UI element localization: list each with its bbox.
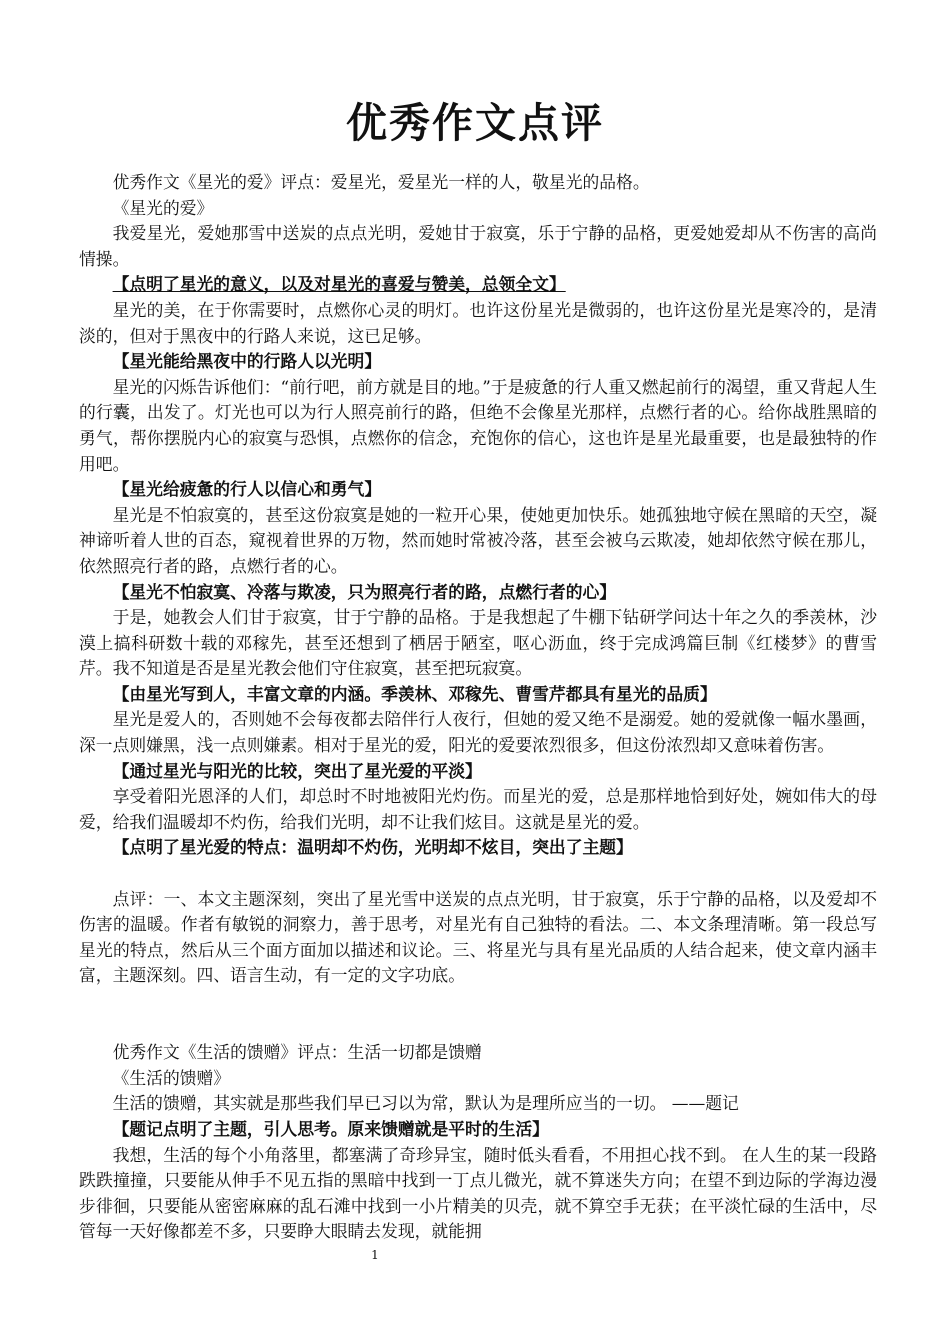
- page-title: 优秀作文点评: [346, 99, 604, 147]
- essay-title: 《星光的爱》: [112, 197, 214, 218]
- blank-line: [79, 861, 877, 887]
- essay-paragraph: 星光的美，在于你需要时，点燃你心灵的明灯。也许这份星光是微弱的，也许这份星光是寒冷的，是清淡的，但对于黑夜中的行路人来说，这已足够。: [79, 299, 877, 346]
- essay-paragraph: 星光是不怕寂寞的，甚至这份寂寞是她的一粒开心果，使她更加快乐。她孤独地守候在黑暗的天空，凝神谛听着人世的百态，窥视着世界的万物，然而她时常被冷落，甚至会被乌云欺凌，她却依然守候在那儿，依然照亮行者的路，点燃行者的心。: [79, 504, 877, 576]
- essay-comment: 【星光给疲惫的行人以信心和勇气】: [112, 479, 382, 500]
- essay-intro-line: 优秀作文《生活的馈赠》评点：生活一切都是馈赠: [112, 1042, 482, 1063]
- essay-title: 《生活的馈赠》: [112, 1067, 231, 1088]
- essay-paragraph: 星光是爱人的，否则她不会每夜都去陪伴行人夜行，但她的爱又绝不是溺爱。她的爱就像一幅水墨画，深一点则嫌黑，浅一点则嫌素。相对于星光的爱，阳光的爱要浓烈很多，但这份浓烈却又意味着伤害。: [79, 709, 877, 756]
- essay-paragraph: 于是，她教会人们甘于寂寞，甘于宁静的品格。于是我想起了牛棚下钻研学问达十年之久的季羡林，沙漠上搞科研数十载的邓稼先，甚至还想到了栖居于陋室，呕心沥血，终于完成鸿篇巨制《红楼梦》的曹雪芹。我不知道是否是星光教会他们守住寂寞，甚至把玩寂寞。: [79, 607, 877, 679]
- essay-comment: 【星光不怕寂寞、冷落与欺凌，只为照亮行者的路，点燃行者的心】: [112, 581, 617, 602]
- page-number: 1: [371, 1248, 379, 1262]
- essay-comment: 【星光能给黑夜中的行路人以光明】: [112, 351, 382, 372]
- essay-intro-line: 优秀作文《星光的爱》评点：爱星光，爱星光一样的人，敬星光的品格。: [112, 172, 650, 192]
- essay-paragraph: 星光的闪烁告诉他们：“前行吧，前方就是目的地。”于是疲惫的行人重又燃起前行的渴望，重又背起人生的行囊，出发了。灯光也可以为行人照亮前行的路，但绝不会像星光那样，点燃行者的心。给你战胜黑暗的勇气，帮你摆脱内心的寂寞与恐惧，点燃你的信念，充饱你的信心，这也许是星光最重要，也是最独特的作用吧。: [79, 376, 877, 474]
- essay-paragraph: 享受着阳光恩泽的人们，却总时不时地被阳光灼伤。而星光的爱，总是那样地恰到好处，婉如伟大的母爱，给我们温暖却不灼伤，给我们光明，却不让我们炫目。这就是星光的爱。: [79, 786, 877, 832]
- essay-comment: 【点明了星光的意义，以及对星光的喜爱与赞美，总领全文】: [112, 274, 566, 295]
- review-paragraph: 点评：一、本文主题深刻，突出了星光雪中送炭的点点光明，甘于寂寞，乐于宁静的品格，以及爱却不伤害的温暖。作者有敏锐的洞察力，善于思考，对星光有自己独特的看法。二、本文条理清晰。第一段总写星光的特点，然后从三个面方面加以描述和议论。三、将星光与具有星光品质的人结合起来，使文章内涵丰富，主题深刻。四、语言生动，有一定的文字功底。: [79, 888, 877, 986]
- essay-comment: 【通过星光与阳光的比较，突出了星光爱的平淡】: [112, 760, 482, 781]
- essay-comment: 【由星光写到人，丰富文章的内涵。季羡林、邓稼先、曹雪芹都具有星光的品质】: [112, 683, 717, 704]
- essay-comment: 【点明了星光爱的特点：温明却不灼伤，光明却不炫目，突出了主题】: [112, 837, 633, 858]
- article-body: [79, 170, 877, 1245]
- essay-paragraph: 我爱星光，爱她那雪中送炭的点点光明，爱她甘于寂寞，乐于宁静的品格，更爱她爱却从不伤害的高尚情操。: [79, 223, 877, 269]
- essay-paragraph: 我想，生活的每个小角落里，都塞满了奇珍异宝，随时低头看看，不用担心找不到。 在人生的某一段路跌跌撞撞，只要能从伸手不见五指的黑暗中找到一丁点儿微光，就不算迷失方向；在望不到边际的学海边漫步徘徊，只要能从密密麻麻的乱石滩中找到一小片精美的贝壳，就不算空手无获；在平淡忙碌的生活中，尽管每一天好像都差不多，只要睁大眼睛去发现，就能拥: [79, 1144, 877, 1242]
- essay-comment: 【题记点明了主题，引人思考。原来馈赠就是平时的生活】: [112, 1118, 549, 1139]
- essay-epigraph: 生活的馈赠，其实就是那些我们早已习以为常，默认为是理所应当的一切。 ——题记: [112, 1093, 739, 1114]
- blank-line: [79, 989, 877, 1040]
